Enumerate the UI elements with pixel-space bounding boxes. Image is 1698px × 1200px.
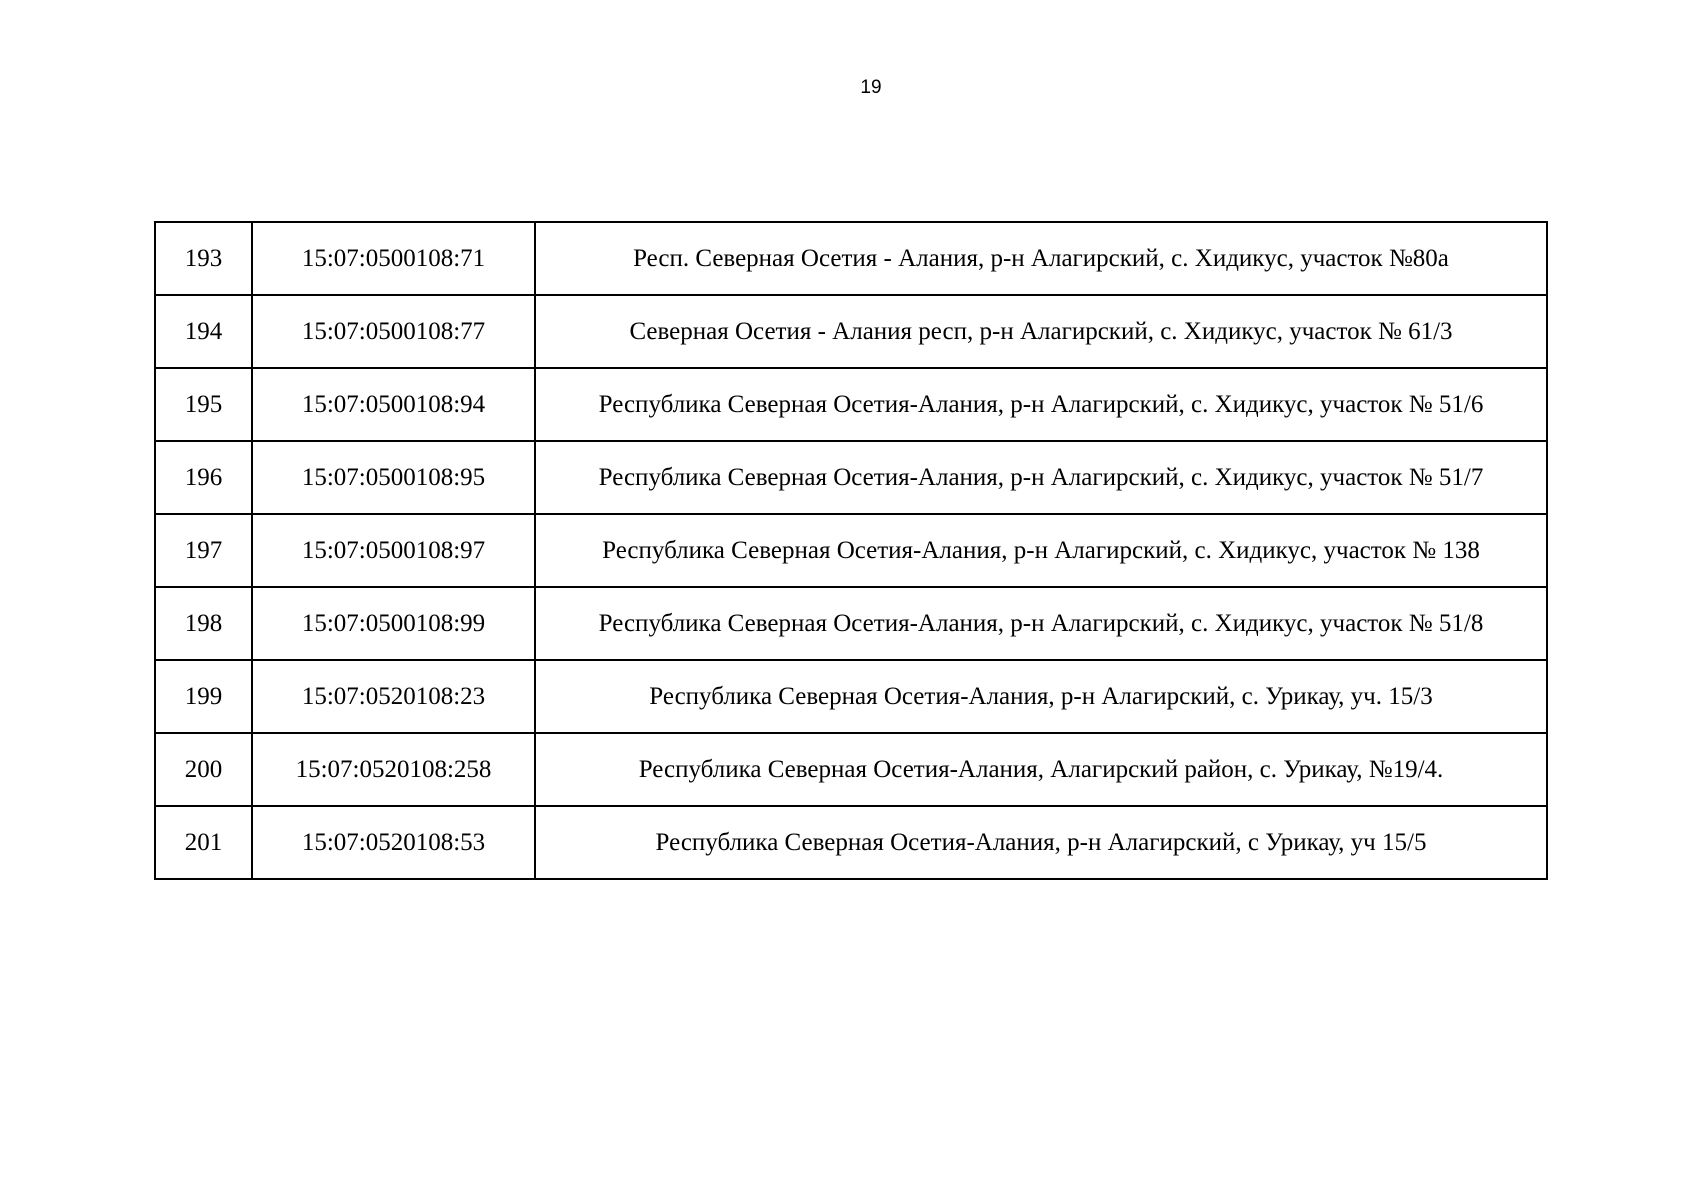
cadastral-number-cell: 15:07:0520108:53 xyxy=(252,806,535,879)
cadastral-number-cell: 15:07:0500108:71 xyxy=(252,222,535,295)
address-cell: Республика Северная Осетия-Алания, Алагирский район, с. Урикау, №19/4. xyxy=(535,733,1547,806)
cadastral-number-cell: 15:07:0500108:99 xyxy=(252,587,535,660)
address-cell: Республика Северная Осетия-Алания, р-н Алагирский, с. Хидикус, участок № 51/6 xyxy=(535,368,1547,441)
cadastral-number-cell: 15:07:0500108:77 xyxy=(252,295,535,368)
table-row xyxy=(155,733,1547,806)
table-row xyxy=(155,587,1547,660)
address-cell: Республика Северная Осетия-Алания, р-н Алагирский, с. Хидикус, участок № 138 xyxy=(535,514,1547,587)
cadastral-number-cell: 15:07:0520108:23 xyxy=(252,660,535,733)
address-cell: Республика Северная Осетия-Алания, р-н Алагирский, с Урикау, уч 15/5 xyxy=(535,806,1547,879)
table-row xyxy=(155,660,1547,733)
row-number-cell: 196 xyxy=(155,441,252,514)
row-number-cell: 193 xyxy=(155,222,252,295)
cadastral-number-cell: 15:07:0500108:95 xyxy=(252,441,535,514)
table-row xyxy=(155,441,1547,514)
table-row xyxy=(155,806,1547,879)
address-cell: Республика Северная Осетия-Алания, р-н Алагирский, с. Урикау, уч. 15/3 xyxy=(535,660,1547,733)
table-row xyxy=(155,295,1547,368)
row-number-cell: 195 xyxy=(155,368,252,441)
cadastral-number-cell: 15:07:0500108:97 xyxy=(252,514,535,587)
table-row xyxy=(155,368,1547,441)
land-plot-table xyxy=(154,221,1548,880)
row-number-cell: 197 xyxy=(155,514,252,587)
row-number-cell: 200 xyxy=(155,733,252,806)
cadastral-number-cell: 15:07:0520108:258 xyxy=(252,733,535,806)
address-cell: Республика Северная Осетия-Алания, р-н Алагирский, с. Хидикус, участок № 51/8 xyxy=(535,587,1547,660)
address-cell: Республика Северная Осетия-Алания, р-н Алагирский, с. Хидикус, участок № 51/7 xyxy=(535,441,1547,514)
row-number-cell: 199 xyxy=(155,660,252,733)
table-row xyxy=(155,222,1547,295)
row-number-cell: 201 xyxy=(155,806,252,879)
page-number: 19 xyxy=(860,77,882,98)
cadastral-number-cell: 15:07:0500108:94 xyxy=(252,368,535,441)
address-cell: Северная Осетия - Алания респ, р-н Алагирский, с. Хидикус, участок № 61/3 xyxy=(535,295,1547,368)
address-cell: Респ. Северная Осетия - Алания, р-н Алагирский, с. Хидикус, участок №80а xyxy=(535,222,1547,295)
table-row xyxy=(155,514,1547,587)
row-number-cell: 198 xyxy=(155,587,252,660)
row-number-cell: 194 xyxy=(155,295,252,368)
